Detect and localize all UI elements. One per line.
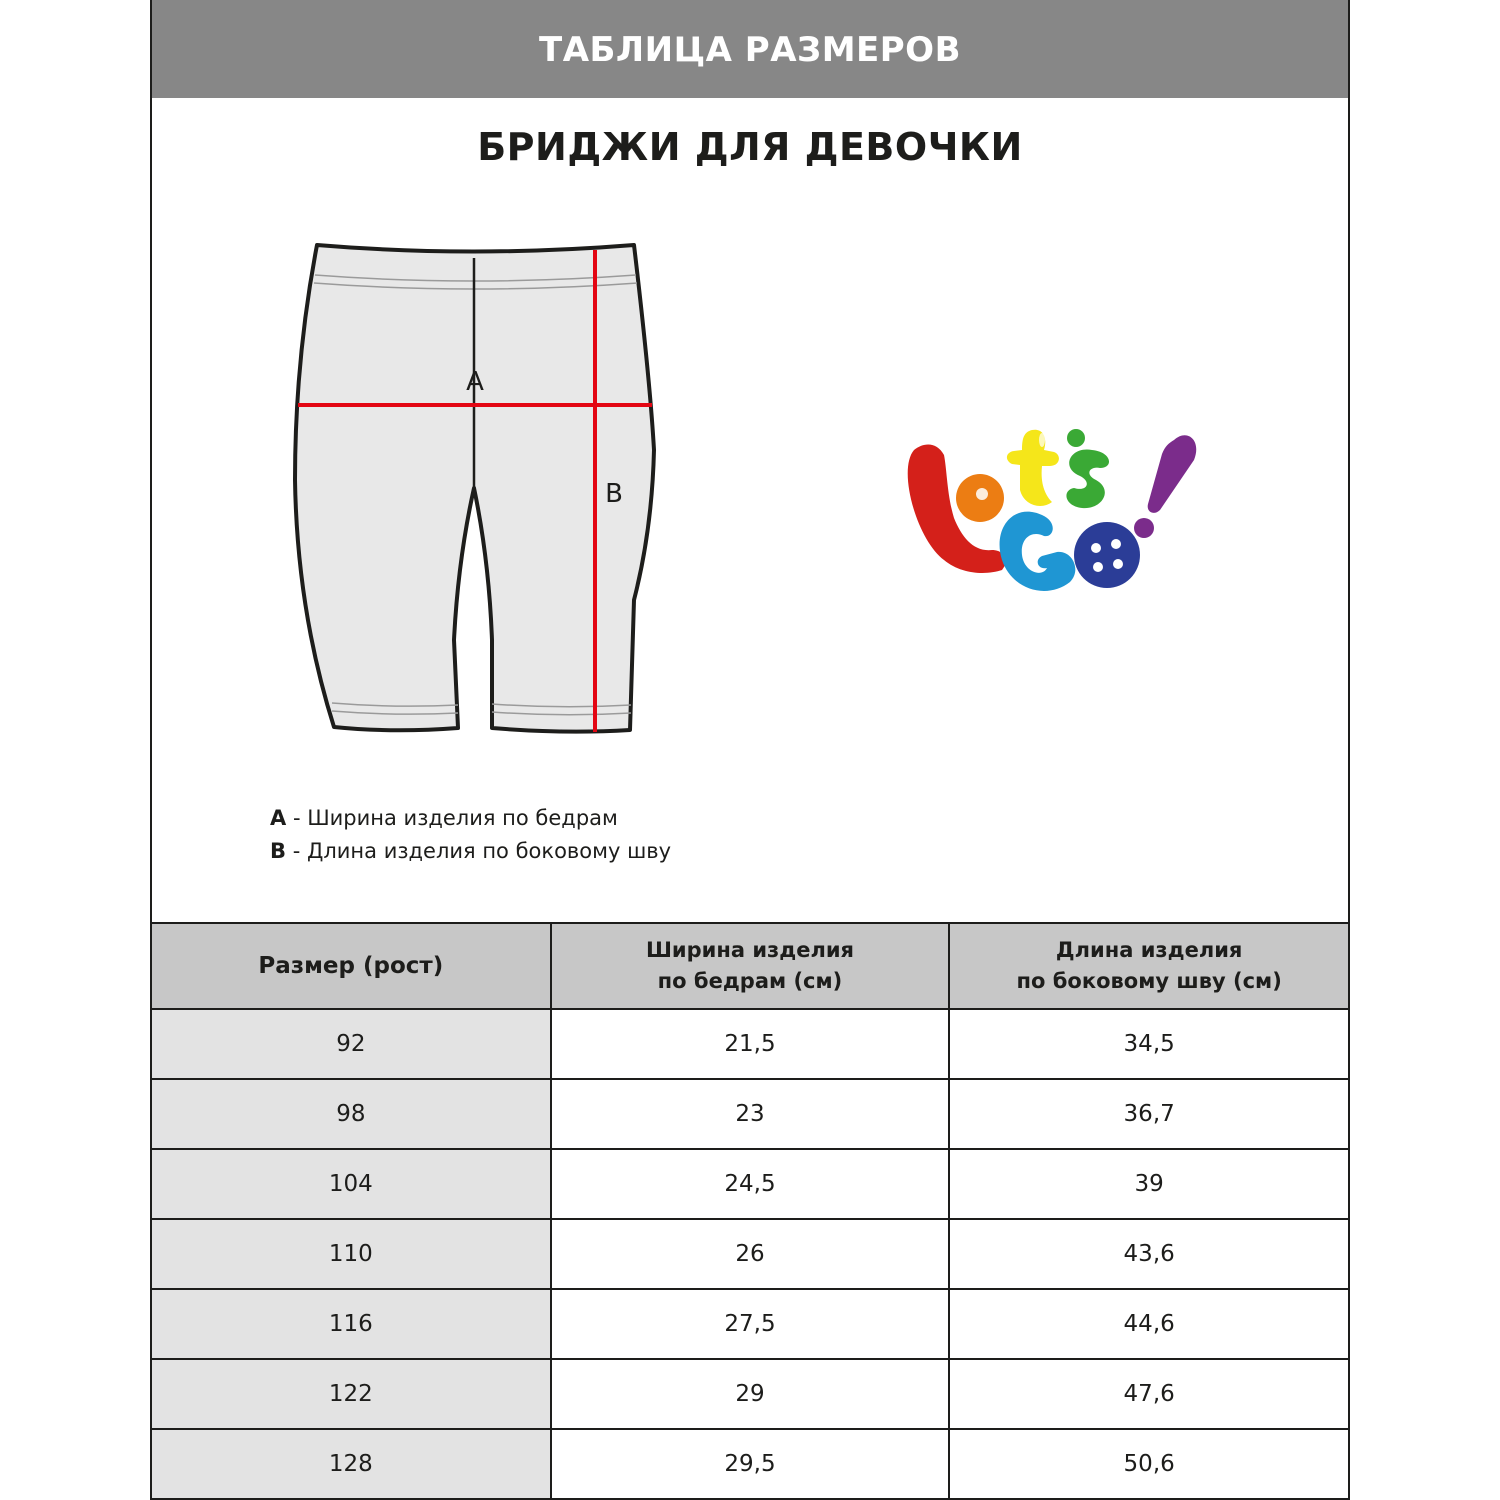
cell-hip-width: 29,5 [551,1429,950,1498]
table-row [152,1289,1348,1359]
logo-letter-o [1074,522,1140,588]
cell-size: 104 [152,1149,551,1219]
cell-size: 92 [152,1009,551,1079]
cell-side-length: 50,6 [949,1429,1348,1498]
cell-side-length: 44,6 [949,1289,1348,1359]
cell-side-length: 43,6 [949,1219,1348,1289]
table-row [152,1009,1348,1079]
cell-side-length: 47,6 [949,1359,1348,1429]
cell-size: 116 [152,1289,551,1359]
product-title: БРИДЖИ ДЛЯ ДЕВОЧКИ [477,125,1023,169]
logo-letter-s [1066,450,1109,509]
legend-item-a: A - Ширина изделия по бедрам [270,806,618,830]
table-row [152,1219,1348,1289]
cell-hip-width: 27,5 [551,1289,950,1359]
measurement-legend [270,802,671,868]
table-row [152,1079,1348,1149]
logo-exclamation [1148,435,1197,513]
table-header-row [152,923,1348,1009]
legend-item-b: B - Длина изделия по боковому шву [270,839,672,863]
cell-hip-width: 29 [551,1359,950,1429]
label-a: A [466,367,484,397]
header-hip-width: Ширина изделия по бедрам (см) [551,923,950,1009]
table-row [152,1429,1348,1498]
cell-side-length: 36,7 [949,1079,1348,1149]
cell-side-length: 34,5 [949,1009,1348,1079]
table-row [152,1359,1348,1429]
cell-size: 98 [152,1079,551,1149]
table-row [152,1149,1348,1219]
logo-letter-t [1007,430,1059,506]
cell-size: 122 [152,1359,551,1429]
cell-size: 110 [152,1219,551,1289]
shorts-measurement-diagram [282,230,682,750]
cell-side-length: 39 [949,1149,1348,1219]
cell-size: 128 [152,1429,551,1498]
page-title: ТАБЛИЦА РАЗМЕРОВ [152,0,1348,98]
header-side-length: Длина изделия по боковому шву (см) [949,923,1348,1009]
brand-logo [892,410,1202,630]
cell-hip-width: 21,5 [551,1009,950,1079]
cell-hip-width: 23 [551,1079,950,1149]
logo-letter-g [1000,512,1076,591]
size-chart-card [150,0,1350,1500]
logo-apostrophe [1067,429,1085,447]
size-table [152,922,1348,1498]
label-b: B [605,479,623,509]
cell-hip-width: 24,5 [551,1149,950,1219]
cell-hip-width: 26 [551,1219,950,1289]
header-size: Размер (рост) [152,923,551,1009]
